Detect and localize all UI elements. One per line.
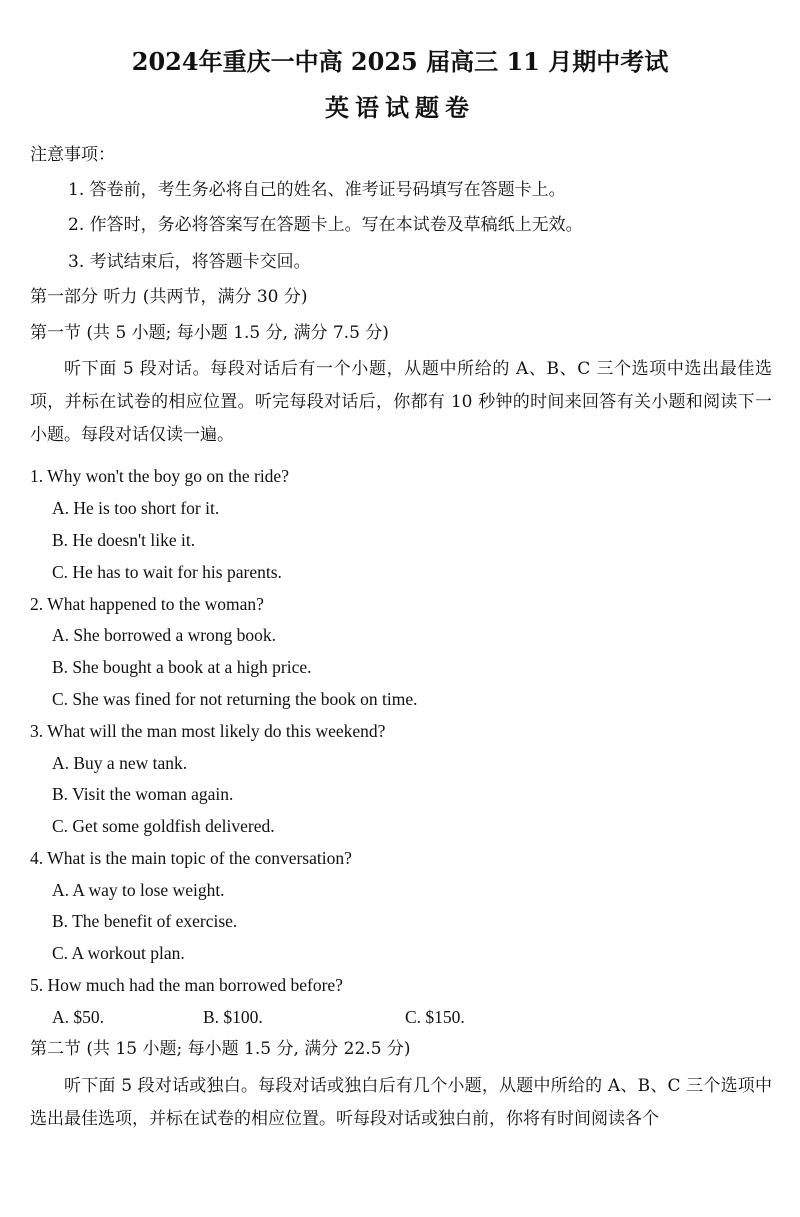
q4-option-c: C. A workout plan.: [52, 943, 185, 963]
q1-option-c: C. He has to wait for his parents.: [52, 562, 282, 582]
q2-option-c: C. She was fined for not returning the book on time.: [52, 689, 418, 709]
question-1: 1. Why won't the boy go on the ride?: [30, 466, 289, 486]
q1-option-a: A. He is too short for it.: [52, 498, 220, 518]
exam-title: 2024年重庆一中高 2025 届高三 11 月期中考试: [131, 47, 669, 76]
section1-heading: 第一节 (共 5 小题; 每小题 1.5 分, 满分 7.5 分): [30, 323, 389, 343]
q4-option-a: A. A way to lose weight.: [52, 880, 225, 900]
notice-item: 1. 答卷前，考生务必将自己的姓名、准考证号码填写在答题卡上。: [68, 180, 566, 200]
q1-option-b: B. He doesn't like it.: [52, 530, 196, 550]
exam-subtitle: 英语试题卷: [325, 93, 475, 122]
part1-heading: 第一部分 听力 (共两节，满分 30 分): [30, 287, 308, 307]
q3-option-c: C. Get some goldfish delivered.: [52, 816, 275, 836]
q5-option-a: A. $50.: [52, 1007, 105, 1027]
section2-instructions: 听下面 5 段对话或独白。每段对话或独白后有几个小题，从题中所给的 A、B、C 三个选项中选出最佳选项，并标在试卷的相应位置。听每段对话或独白前，你将有时间阅读各个: [30, 1076, 772, 1129]
section2-heading: 第二节 (共 15 小题; 每小题 1.5 分, 满分 22.5 分): [30, 1039, 411, 1059]
q4-option-b: B. The benefit of exercise.: [52, 911, 238, 931]
section1-instructions: 听下面 5 段对话。每段对话后有一个小题，从题中所给的 A、B、C 三个选项中选出最佳选项，并标在试卷的相应位置。听完每段对话后，你都有 10 秒钟的时间来回答有关小题和阅读下一小题。每段对话仅读一遍。: [30, 359, 772, 445]
notice-heading: 注意事项：: [30, 145, 115, 165]
q2-option-a: A. She borrowed a wrong book.: [52, 625, 277, 645]
q3-option-b: B. Visit the woman again.: [52, 784, 234, 804]
q3-option-a: A. Buy a new tank.: [52, 753, 188, 773]
question-5: 5. How much had the man borrowed before?: [30, 975, 343, 995]
question-3: 3. What will the man most likely do this weekend?: [30, 721, 386, 741]
q5-option-b: B. $100.: [203, 1007, 263, 1027]
notice-item: 2. 作答时，务必将答案写在答题卡上。写在本试卷及草稿纸上无效。: [68, 215, 583, 235]
question-2: 2. What happened to the woman?: [30, 594, 264, 614]
notice-item: 3. 考试结束后，将答题卡交回。: [68, 252, 311, 272]
q2-option-b: B. She bought a book at a high price.: [52, 657, 312, 677]
question-4: 4. What is the main topic of the conversation?: [30, 848, 352, 868]
q5-option-c: C. $150.: [405, 1007, 465, 1027]
